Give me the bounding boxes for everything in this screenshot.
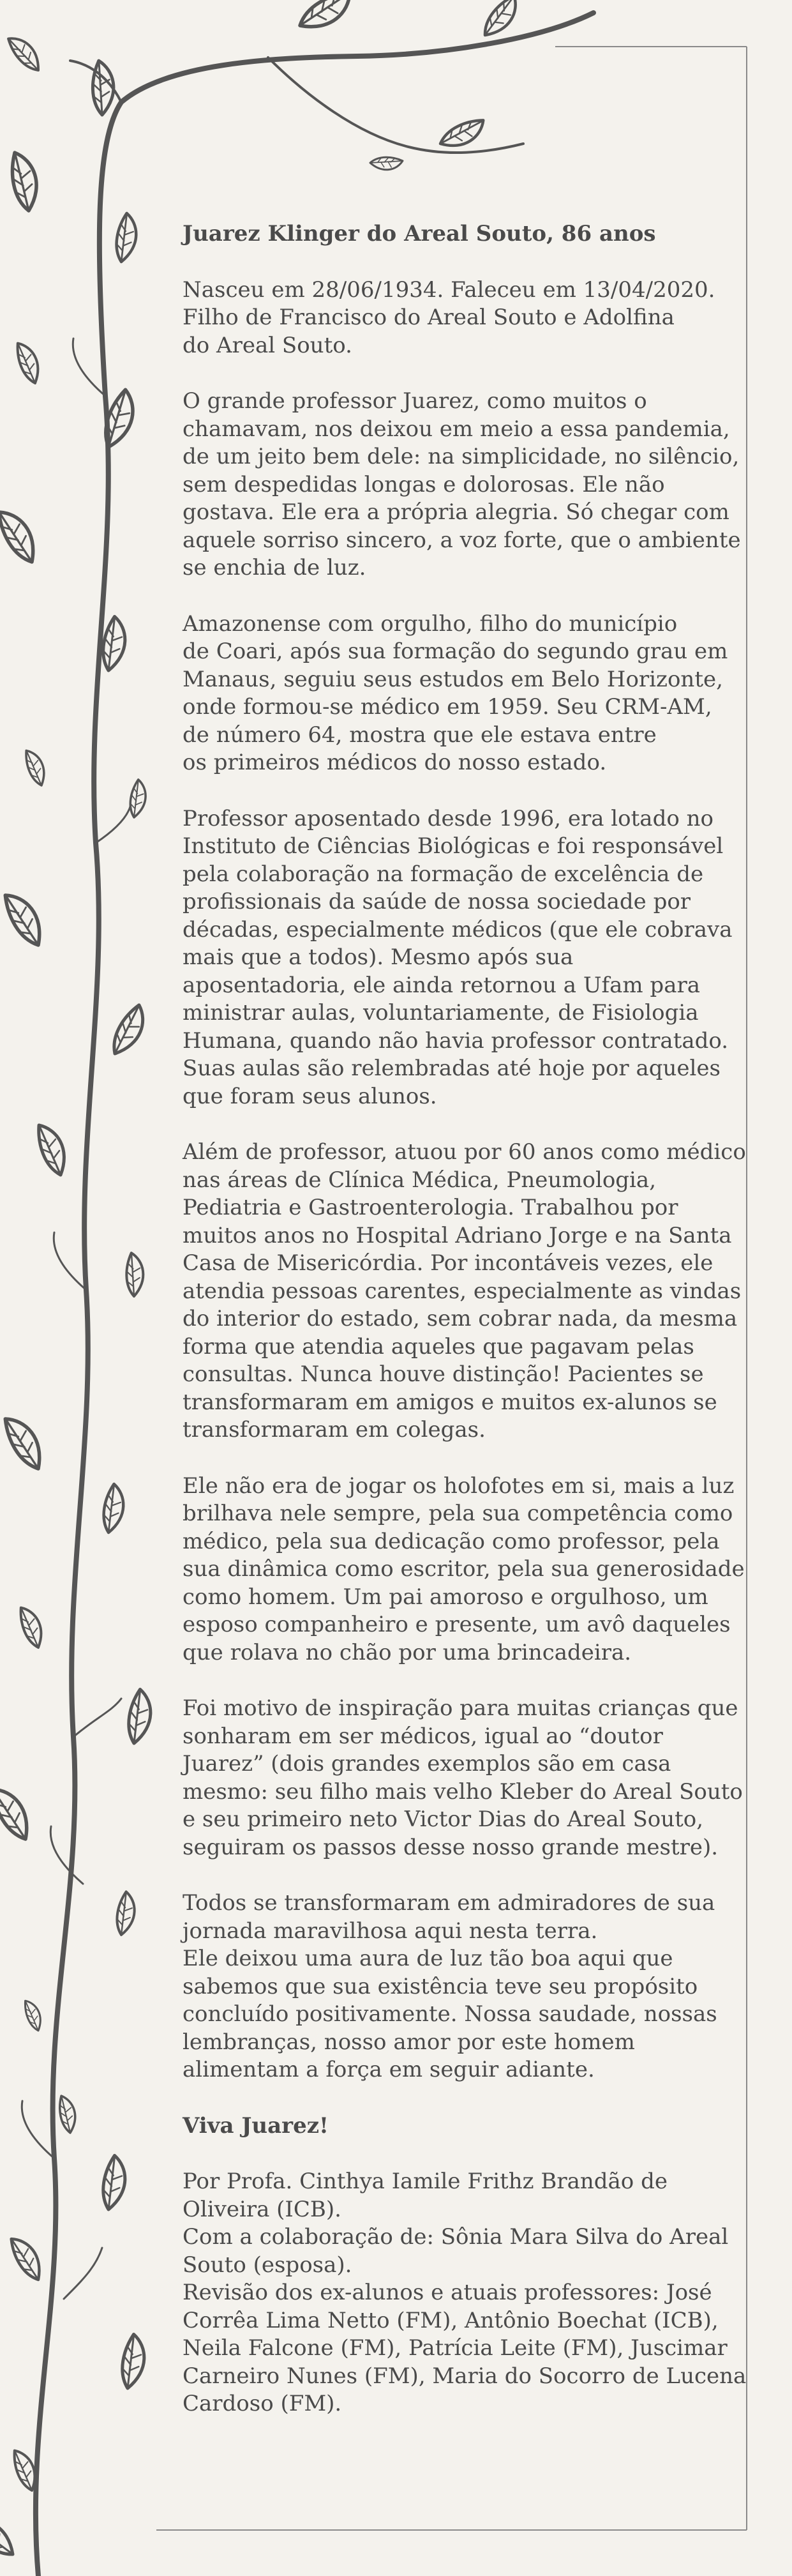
text-line: mais que a todos). Mesmo após sua xyxy=(183,944,574,970)
text-line: esposo companheiro e presente, um avô daqueles xyxy=(183,1612,731,1637)
text-line: profissionais da saúde de nossa sociedade por xyxy=(183,889,691,914)
text-line: que foram seus alunos. xyxy=(183,1083,437,1109)
text-line: Carneiro Nunes (FM), Maria do Socorro de Lucena xyxy=(183,2363,747,2389)
paragraph xyxy=(183,1473,757,1667)
text-line: alimentam a força em seguir adiante. xyxy=(183,2057,595,2082)
text-line: Cardoso (FM). xyxy=(183,2391,342,2416)
text-line: Instituto de Ciências Biológicas e foi responsável xyxy=(183,833,724,859)
text-line: atendia pessoas carentes, especialmente as vindas xyxy=(183,1278,742,1304)
paragraph xyxy=(183,610,757,777)
closing-exclamation xyxy=(183,2112,757,2140)
text-line: Além de professor, atuou por 60 anos como médico xyxy=(183,1139,746,1165)
text-line: os primeiros médicos do nosso estado. xyxy=(183,750,607,775)
paragraph xyxy=(183,2168,757,2418)
text-line: Neila Falcone (FM), Patrícia Leite (FM), Juscimar xyxy=(183,2335,728,2361)
text-line: brilhava nele sempre, pela sua competência como xyxy=(183,1501,733,1526)
vine-tendril xyxy=(73,1699,121,1737)
paragraph xyxy=(183,805,757,1111)
text-line: Amazonense com orgulho, filho do município xyxy=(183,610,678,637)
obituary-body xyxy=(183,277,757,2418)
text-line: Manaus, seguiu seus estudos em Belo Horizonte, xyxy=(183,666,723,692)
leaf-icon xyxy=(8,32,41,76)
text-line: médico, pela sua dedicação como professor, pela xyxy=(183,1528,720,1554)
paragraph xyxy=(183,1139,757,1444)
obituary-article xyxy=(183,220,757,2446)
text-line: Com a colaboração de: Sônia Mara Silva do Areal xyxy=(183,2224,729,2250)
leaf-icon xyxy=(5,1414,42,1473)
leaf-icon xyxy=(39,1125,64,1175)
text-line: se enchia de luz. xyxy=(183,555,366,580)
leaf-icon xyxy=(91,1484,133,1534)
text-line: Suas aulas são relembradas até hoje por aqueles xyxy=(183,1056,721,1081)
text-line: ministrar aulas, voluntariamente, de Fisiologia xyxy=(183,1000,699,1026)
leaf-icon xyxy=(25,2001,40,2031)
text-line: transformaram em colegas. xyxy=(183,1417,486,1443)
leaf-icon xyxy=(117,1253,150,1297)
leaf-icon xyxy=(21,1608,41,1648)
text-line: Souto (esposa). xyxy=(183,2252,352,2278)
text-line: Ele não era de jogar os holofotes em si, mais a luz xyxy=(183,1473,735,1499)
text-line: Ele deixou uma aura de luz tão boa aqui que xyxy=(183,1946,673,1971)
text-line: Humana, quando não havia professor contratado. xyxy=(183,1027,729,1054)
leaf-icon xyxy=(370,151,403,175)
text-line: muitos anos no Hospital Adriano Jorge e na Santa xyxy=(183,1222,732,1248)
leaf-icon xyxy=(0,1784,29,1843)
text-line: gostava. Ele era a própria alegria. Só chegar com xyxy=(183,499,729,525)
text-line: O grande professor Juarez, como muitos o xyxy=(183,388,647,414)
text-line: Nasceu em 28/06/1934. Faleceu em 13/04/2020. xyxy=(183,277,715,303)
text-line: forma que atendia aqueles que pagavam pelas xyxy=(183,1333,694,1360)
leaf-icon xyxy=(0,2510,16,2565)
text-line: concluído positivamente. Nossa saudade, nossas xyxy=(183,2001,717,2027)
text-line: de um jeito bem dele: na simplicidade, no silêncio, xyxy=(183,444,740,469)
text-line: Viva Juarez! xyxy=(183,2112,329,2139)
leaf-icon xyxy=(5,890,42,949)
paragraph xyxy=(183,1695,757,1861)
text-line: Foi motivo de inspiração para muitas crianças que xyxy=(183,1695,738,1721)
leaf-icon xyxy=(18,344,38,383)
leaf-icon xyxy=(115,1689,161,1745)
text-line: seguiram os passos desse nosso grande mestre). xyxy=(183,1834,719,1860)
text-line: aquele sorriso sincero, a voz forte, que o ambiente xyxy=(183,527,741,553)
text-line: onde formou-se médico em 1959. Seu CRM-AM, xyxy=(183,694,712,720)
paragraph xyxy=(183,1890,757,2084)
text-line: Pediatria e Gastroenterologia. Trabalhou por xyxy=(183,1195,678,1220)
text-line: Todos se transformaram em admiradores de sua xyxy=(183,1890,715,1916)
text-line: do Areal Souto. xyxy=(183,332,352,358)
text-line: lembranças, nosso amor por este homem xyxy=(183,2029,635,2055)
text-line: chamavam, nos deixou em meio a essa pandemia, xyxy=(183,416,730,442)
text-line: de número 64, mostra que ele estava entre xyxy=(183,722,657,748)
vine-tendril xyxy=(54,1232,86,1290)
obituary-title: Juarez Klinger do Areal Souto, 86 anos xyxy=(183,221,656,246)
text-line: de Coari, após sua formação do segundo grau em xyxy=(183,639,728,664)
text-line: sabemos que sua existência teve seu propósito xyxy=(183,1973,698,1999)
paragraph xyxy=(183,277,757,360)
leaf-icon xyxy=(295,0,354,29)
text-line: aposentadoria, ele ainda retornou a Ufam para xyxy=(183,972,700,998)
vine-tendril xyxy=(96,805,131,843)
leaf-icon xyxy=(106,1891,144,1936)
text-line: transformaram em amigos e muitos ex-alunos se xyxy=(183,1389,717,1415)
leaf-icon xyxy=(15,2451,35,2490)
text-line: jornada maravilhosa aqui nesta terra. xyxy=(183,1918,598,1944)
text-line: Corrêa Lima Netto (FM), Antônio Boechat (ICB), xyxy=(183,2307,719,2333)
text-line: do interior do estado, sem cobrar nada, da mesma xyxy=(183,1306,738,1331)
text-line: Professor aposentado desde 1996, era lotado no xyxy=(183,805,714,831)
vine-tendril xyxy=(22,2101,54,2158)
leaf-icon xyxy=(438,120,485,147)
leaf-icon xyxy=(101,1005,155,1057)
leaf-icon xyxy=(121,780,153,819)
leaf-icon xyxy=(0,507,36,566)
leaf-icon xyxy=(55,2096,78,2133)
text-line: e seu primeiro neto Victor Dias do Areal Souto, xyxy=(183,1807,704,1832)
text-line: nas áreas de Clínica Médica, Pneumologia, xyxy=(183,1167,657,1193)
text-line: sonharam em ser médicos, igual ao “doutor xyxy=(183,1723,663,1749)
text-line: que rolava no chão por uma brincadeira. xyxy=(183,1639,632,1665)
text-line: Filho de Francisco do Areal Souto e Adolfina xyxy=(183,305,675,330)
leaf-icon xyxy=(11,2235,41,2283)
text-line: Juarez” (dois grandes exemplos são em casa xyxy=(183,1751,671,1777)
leaf-icon xyxy=(90,390,147,450)
text-line: mesmo: seu filho mais velho Kleber do Areal Souto xyxy=(183,1778,743,1805)
text-line: Oliveira (ICB). xyxy=(183,2196,341,2222)
leaf-icon xyxy=(26,750,44,785)
leaf-icon xyxy=(108,2334,155,2390)
vine-tendril xyxy=(64,2248,102,2299)
leaf-icon xyxy=(5,153,42,211)
text-line: pela colaboração na formação de excelência de xyxy=(183,861,704,887)
text-line: sua dinâmica como escritor, pela sua generosidade xyxy=(183,1556,745,1582)
text-line: sem despedidas longas e dolorosas. Ele não xyxy=(183,471,665,497)
vine-tendril xyxy=(50,1826,83,1884)
text-line: Por Profa. Cinthya Iamile Frithz Brandão de xyxy=(183,2169,668,2194)
text-line: Casa de Misericórdia. Por incontáveis vezes, ele xyxy=(183,1250,714,1276)
text-line: consultas. Nunca houve distinção! Pacientes se xyxy=(183,1361,704,1387)
paragraph xyxy=(183,388,757,582)
text-line: décadas, especialmente médicos (que ele cobrava xyxy=(183,916,733,943)
text-line: Revisão dos ex-alunos e atuais professores: José xyxy=(183,2280,712,2305)
leaf-icon xyxy=(89,2155,136,2211)
text-line: como homem. Um pai amoroso e orgulhoso, um xyxy=(183,1584,708,1610)
leaf-icon xyxy=(475,0,526,38)
leaf-icon xyxy=(104,213,146,264)
vine-branch xyxy=(268,57,523,153)
